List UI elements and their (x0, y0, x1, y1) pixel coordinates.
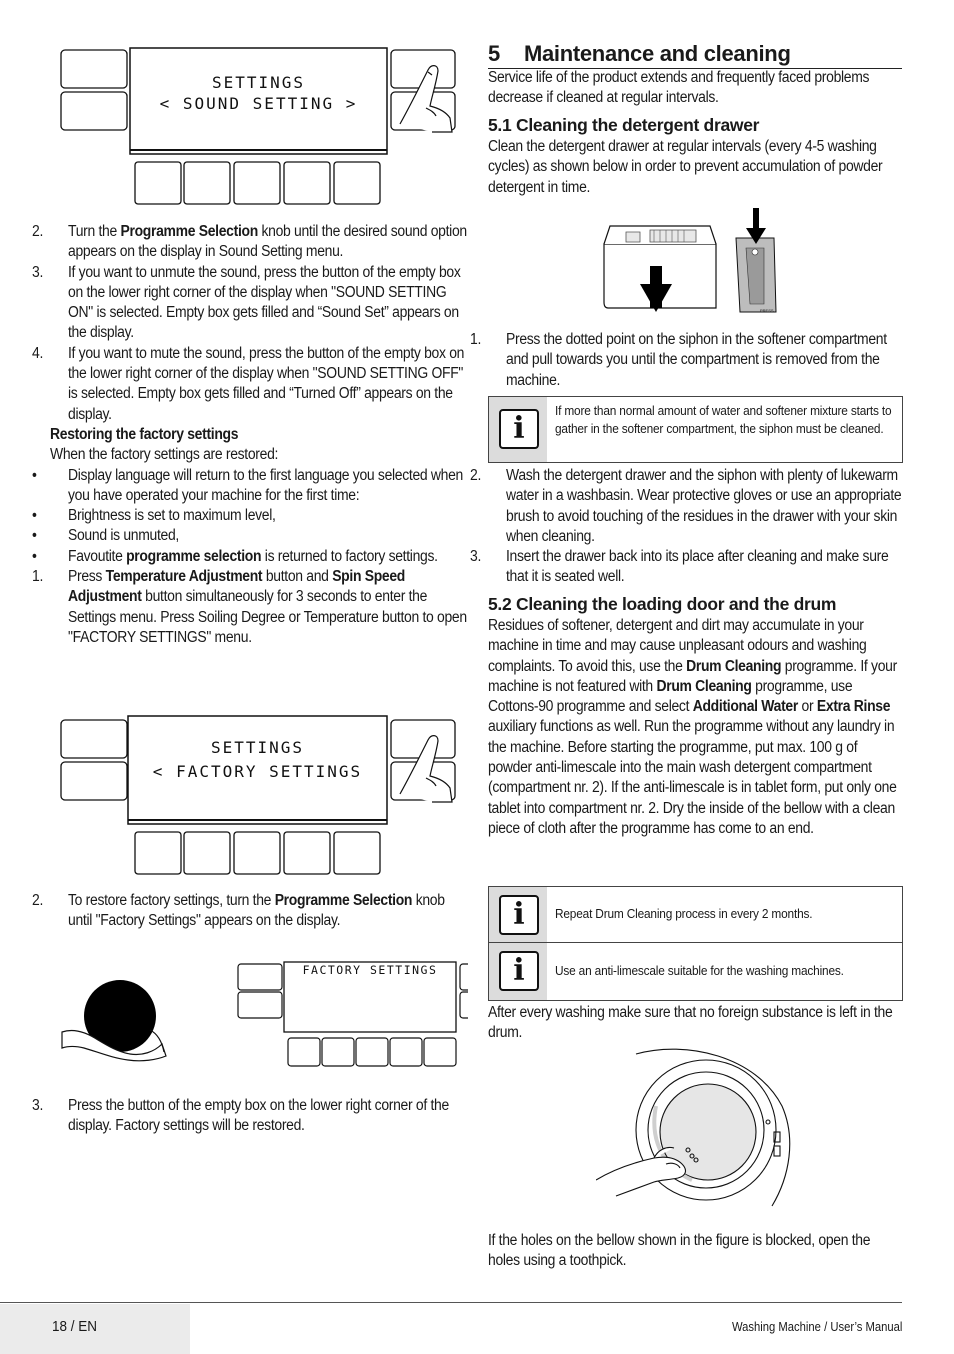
note-text: Repeat Drum Cleaning process in every 2 months. (555, 906, 813, 921)
after-washing-text: After every washing make sure that no foreign substance is left in the drum. (488, 1004, 893, 1042)
sound-step-3: 3. If you want to unmute the sound, press the button of the empty box on the lower right corner of the display when "SOUND SETTING ON" is selected. Empty box gets filled and “Sound Set” appears on the display. (32, 263, 461, 342)
siphon-label: PRESS (760, 308, 774, 313)
lcd-text-factory-settings (128, 736, 387, 784)
programme-knob-icon (62, 980, 166, 1061)
detergent-drawer-icon (604, 226, 716, 312)
sound-setting-panel-figure (60, 46, 470, 208)
restore-step-3: 3. Press the button of the empty box on the lower right corner of the display. Factory settings will be restored. (32, 1097, 449, 1135)
section-number: 5 (488, 41, 500, 66)
footer-rule (0, 1302, 902, 1303)
lcd-text-factory-confirm: FACTORY SETTINGS (302, 963, 438, 977)
info-note-anti-limescale (488, 942, 903, 1001)
lcd-line-1: SETTINGS (210, 738, 305, 757)
note-text: Use an anti-limescale suitable for the washing machines. (555, 963, 844, 978)
lcd-line-2: < FACTORY SETTINGS (152, 762, 363, 781)
washing-machine-door-icon (636, 1049, 790, 1206)
drawer-steps-2-3 (470, 466, 906, 588)
drawer-step-2: 2. Wash the detergent drawer and the siphon with plenty of lukewarm water in a washbasin. Wear protective gloves or use an appropriate brush to avoid touching of the residues in the drawer with your skin when cleaning. (470, 467, 902, 545)
drum-door-figure (596, 1046, 796, 1216)
restore-heading: Restoring the factory settings (50, 425, 239, 443)
info-icon: i (499, 951, 539, 991)
bellow-holes-text: If the holes on the bellow shown in the figure is blocked, open the holes using a toothpick. (488, 1232, 871, 1270)
drawer-step-1: 1. Press the dotted point on the siphon in the softener compartment and pull towards you until the compartment is removed from the machine. (470, 331, 887, 389)
drawer-step-3: 3. Insert the drawer back into its place after cleaning and make sure that it is seated well. (470, 548, 889, 586)
siphon-icon (736, 208, 776, 312)
sound-step-4: 4. If you want to mute the sound, press the button of the empty box on the lower right corner of the display when "SOUND SETTING OFF" is selected. Empty box gets filled and “Turned Off” appears on the display. (32, 344, 465, 423)
section-heading (488, 41, 791, 67)
restore-intro: When the factory settings are restored: (50, 446, 279, 464)
sound-step-2: 2. Turn the Programme Selection knob until the desired sound option appears on the display in Sound Setting menu. (32, 223, 467, 261)
info-icon: i (499, 409, 539, 449)
info-icon: i (499, 895, 539, 935)
restore-bullet-2: • Brightness is set to maximum level, (32, 507, 276, 525)
restore-step-2: 2. To restore factory settings, turn the Programme Selection knob until "Factory Settings" appears on the display. (32, 892, 445, 930)
subsection-5-1-title: 5.1 Cleaning the detergent drawer (488, 115, 760, 135)
info-note-drum-cleaning (488, 886, 903, 944)
restore-bullet-4: • Favoutite programme selection is returned to factory settings. (32, 547, 438, 565)
page-number: 18 / EN (52, 1318, 98, 1335)
lcd-line-1: SETTINGS (211, 73, 306, 92)
restore-bullet-3: • Sound is unmuted, (32, 527, 179, 545)
subsection-5-2-text: Residues of softener, detergent and dirt may accumulate in your machine in time and may cause unpleasant odours and washing complaints. To avoid this, use the Drum Cleaning programme. If your machine is not featured with Drum Cleaning programme, use Cottons-90 programme and select Additional Water or Extra Rinse auxiliary functions as well. Run the programme without any laundry in the machine. Before starting the programme, put max. 100 g of powder anti-limescale into the main wash detergent compartment (compartment nr. 2). If the anti-limescale is in tablet form, put only one tablet into compartment nr. 2. Dry the inside of the bellow with a clean piece of cloth after the programme has come to an end. (488, 617, 897, 837)
subsection-5-2-title: 5.2 Cleaning the loading door and the drum (488, 594, 837, 614)
sound-steps (32, 222, 468, 648)
subsection-5-1-text: Clean the detergent drawer at regular intervals (every 4-5 washing cycles) as shown below in order to prevent accumulation of powder detergent in time. (488, 138, 883, 196)
section-title: Maintenance and cleaning (523, 41, 791, 66)
detergent-drawer-figure (600, 208, 800, 318)
restore-bullet-1: • Display language will return to the first language you selected when you have operated your machine for the first time: (32, 466, 464, 504)
lcd-text-sound-setting (130, 72, 387, 114)
document-title: Washing Machine / User’s Manual (731, 1320, 902, 1334)
note-text: If more than normal amount of water and softener mixture starts to gather in the softener compartment, the siphon must be cleaned. (555, 403, 892, 436)
lcd-line-2: < SOUND SETTING > (159, 94, 358, 113)
section-intro: Service life of the product extends and frequently faced problems decrease if cleaned at regular intervals. (488, 69, 870, 107)
restore-step-1: 1. Press Temperature Adjustment button and Spin Speed Adjustment button simultaneously for 3 seconds to enter the Settings menu. Press Soiling Degree or Temperature button to open "FACTORY SETTINGS" menu. (32, 568, 467, 646)
info-note-siphon (488, 396, 903, 463)
